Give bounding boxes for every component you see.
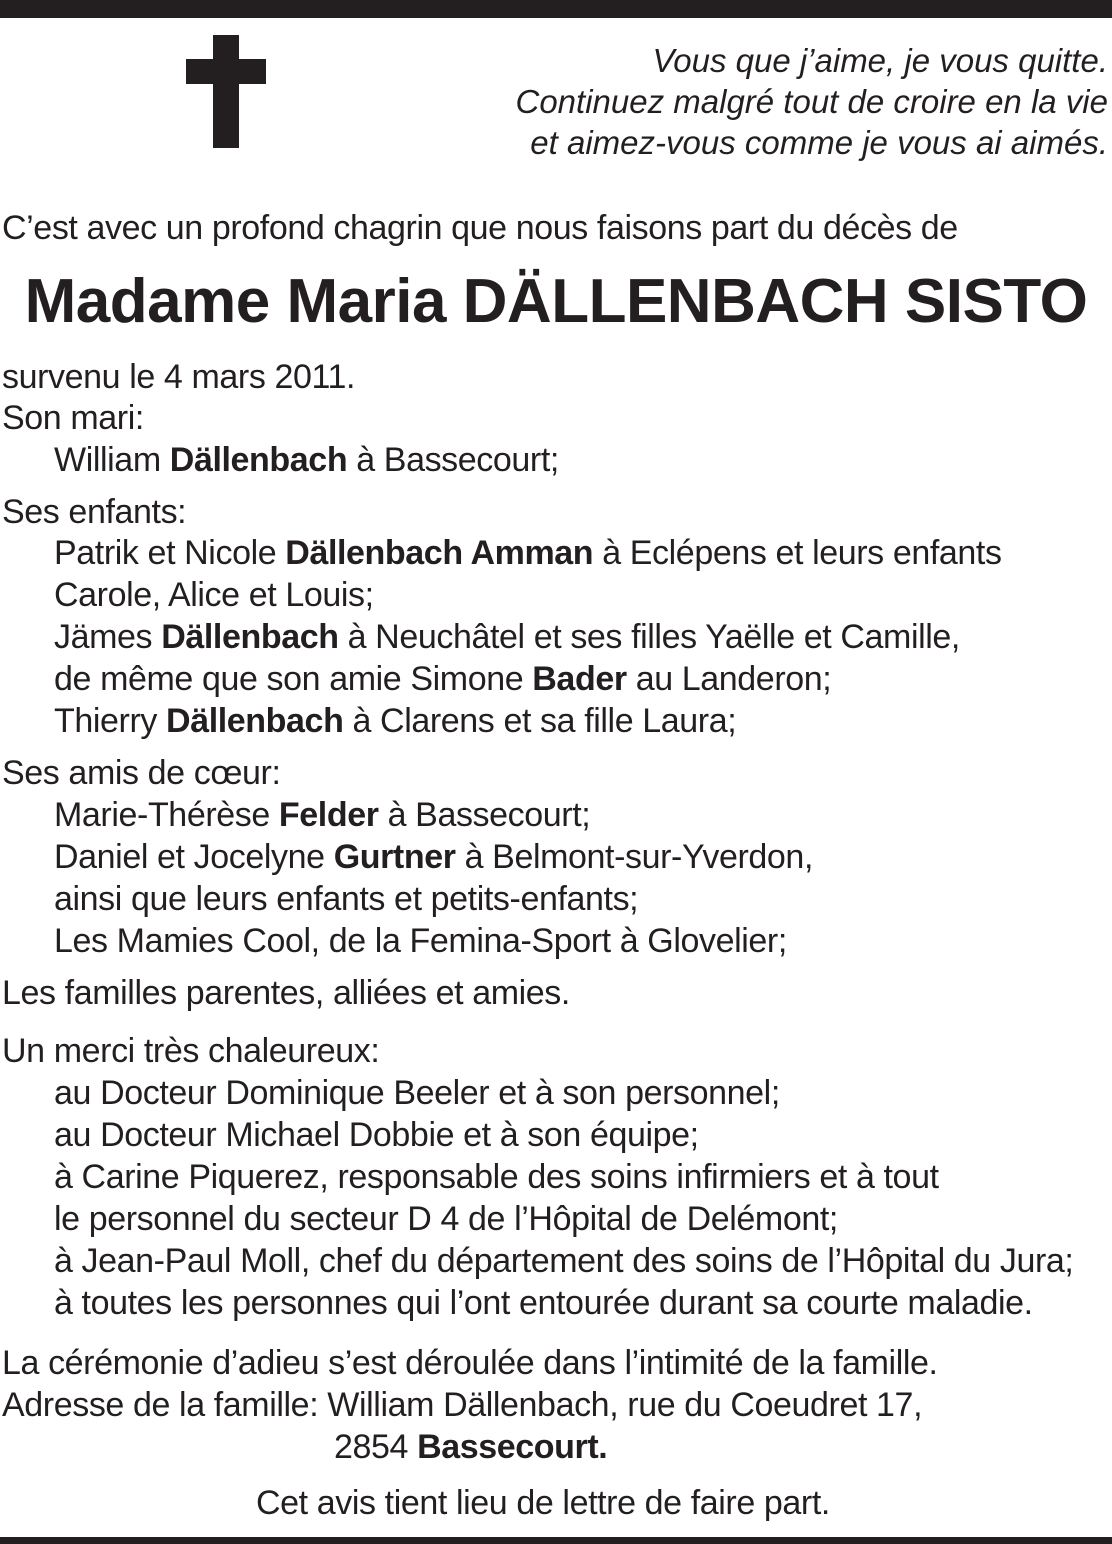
- quote-line: et aimez-vous comme je vous ai aimés.: [530, 124, 1108, 161]
- epitaph-quote: [516, 40, 1109, 163]
- closing-note: Cet avis tient lieu de lettre de faire part.: [256, 1484, 830, 1522]
- quote-line: Continuez malgré tout de croire en la vie: [515, 83, 1108, 120]
- friend-entry: Marie-Thérèse Felder à Bassecourt;: [54, 796, 591, 834]
- thanks-entry: à Carine Piquerez, responsable des soins infirmiers et à tout: [54, 1158, 939, 1196]
- cross-icon: [186, 35, 266, 148]
- death-date: survenu le 4 mars 2011.: [2, 358, 356, 396]
- families-text: Les familles parentes, alliées et amies.: [2, 974, 570, 1012]
- friend-entry: ainsi que leurs enfants et petits-enfants;: [54, 880, 639, 918]
- child-entry: Thierry Dällenbach à Clarens et sa fille Laura;: [54, 702, 737, 740]
- bottom-rule: [0, 1537, 1112, 1544]
- friend-entry: Les Mamies Cool, de la Femina-Sport à Glovelier;: [54, 922, 787, 960]
- top-rule: [0, 0, 1112, 18]
- child-entry: Jämes Dällenbach à Neuchâtel et ses filles Yaëlle et Camille,: [54, 618, 960, 656]
- child-entry: Patrik et Nicole Dällenbach Amman à Eclépens et leurs enfants: [54, 534, 1002, 572]
- child-entry: Carole, Alice et Louis;: [54, 576, 374, 614]
- friends-heading: Ses amis de cœur:: [2, 754, 281, 792]
- children-heading: Ses enfants:: [2, 493, 187, 531]
- intro-text: C’est avec un profond chagrin que nous faisons part du décès de: [2, 209, 958, 247]
- ceremony-text: La cérémonie d’adieu s’est déroulée dans l’intimité de la famille.: [2, 1344, 938, 1382]
- thanks-entry: au Docteur Michael Dobbie et à son équipe;: [54, 1116, 699, 1154]
- thanks-entry: le personnel du secteur D 4 de l’Hôpital de Delémont;: [54, 1200, 838, 1238]
- quote-line: Vous que j’aime, je vous quitte.: [652, 42, 1108, 79]
- thanks-entry: au Docteur Dominique Beeler et à son personnel;: [54, 1074, 780, 1112]
- thanks-heading: Un merci très chaleureux:: [2, 1032, 380, 1070]
- thanks-entry: à Jean-Paul Moll, chef du département des soins de l’Hôpital du Jura;: [54, 1242, 1074, 1280]
- thanks-entry: à toutes les personnes qui l’ont entourée durant sa courte maladie.: [54, 1284, 1033, 1322]
- husband-entry: William Dällenbach à Bassecourt;: [54, 441, 559, 479]
- friend-entry: Daniel et Jocelyne Gurtner à Belmont-sur-Yverdon,: [54, 838, 813, 876]
- family-address-city: 2854 Bassecourt.: [334, 1428, 608, 1466]
- husband-heading: Son mari:: [2, 399, 144, 437]
- deceased-name: Madame Maria DÄLLENBACH SISTO: [24, 267, 1088, 336]
- child-entry: de même que son amie Simone Bader au Landeron;: [54, 660, 832, 698]
- family-address: Adresse de la famille: William Dällenbach, rue du Coeudret 17,: [2, 1386, 923, 1424]
